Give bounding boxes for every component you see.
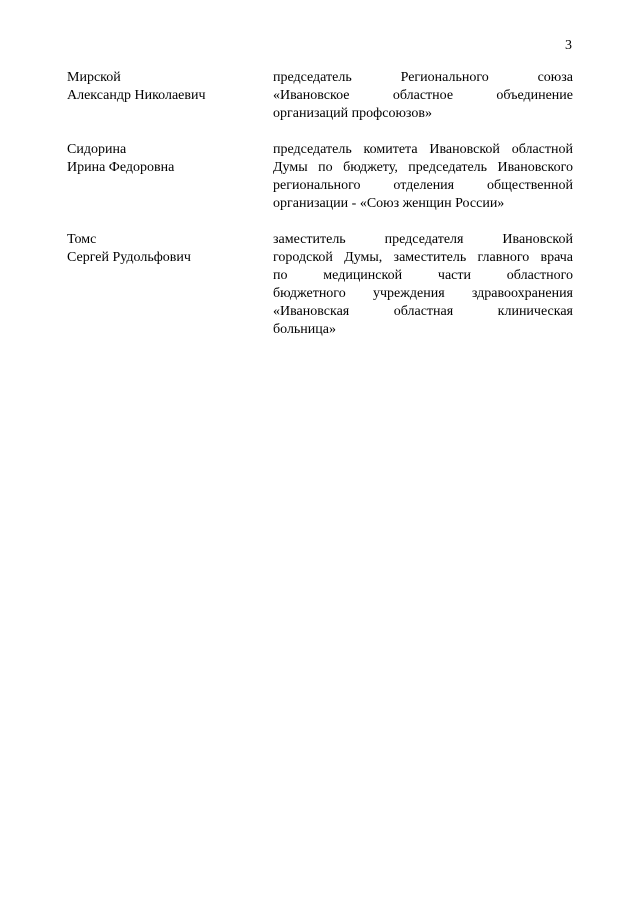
members-list: [67, 69, 573, 357]
member-role: [273, 141, 573, 213]
role-line: председатель Регионального союза: [273, 70, 573, 85]
member-surname: Мирской: [67, 70, 121, 85]
member-given-names: Александр Николаевич: [67, 88, 206, 103]
page-number: 3: [565, 38, 572, 53]
member-name: [67, 231, 273, 339]
member-surname: Сидорина: [67, 142, 127, 157]
member-role: [273, 69, 573, 123]
member-given-names: Сергей Рудольфович: [67, 250, 191, 265]
member-name: [67, 69, 273, 123]
role-line: «Ивановское областное объединение: [273, 88, 573, 103]
role-line: организации - «Союз женщин России»: [273, 196, 505, 211]
role-line: бюджетного учреждения здравоохранения: [273, 286, 573, 301]
role-line: Думы по бюджету, председатель Ивановского: [273, 160, 573, 175]
member-entry: [67, 231, 573, 339]
role-line: больница»: [273, 322, 336, 337]
role-line: регионального отделения общественной: [273, 178, 573, 193]
member-surname: Томс: [67, 232, 97, 247]
role-line: «Ивановская областная клиническая: [273, 304, 573, 319]
member-entry: [67, 69, 573, 123]
member-entry: [67, 141, 573, 213]
role-line: по медицинской части областного: [273, 268, 573, 283]
role-line: организаций профсоюзов»: [273, 106, 432, 121]
role-line: председатель комитета Ивановской областной: [273, 142, 573, 157]
member-role: [273, 231, 573, 339]
role-line: заместитель председателя Ивановской: [273, 232, 573, 247]
role-line: городской Думы, заместитель главного врача: [273, 250, 573, 265]
member-given-names: Ирина Федоровна: [67, 160, 175, 175]
member-name: [67, 141, 273, 213]
